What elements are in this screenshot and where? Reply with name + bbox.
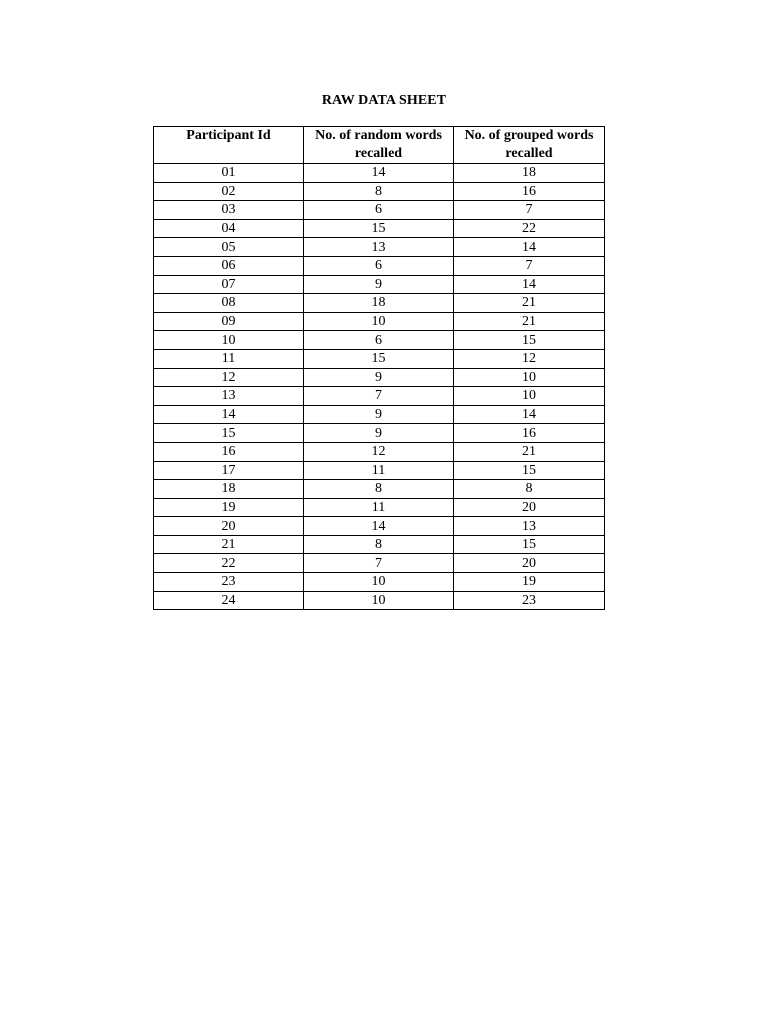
cell-grouped-words: 10 [454, 387, 605, 406]
table-row [154, 405, 605, 424]
cell-participant-id: 24 [154, 591, 304, 610]
cell-random-words: 14 [304, 164, 454, 183]
cell-grouped-words: 7 [454, 201, 605, 220]
cell-random-words: 11 [304, 498, 454, 517]
table-row [154, 182, 605, 201]
table-row [154, 238, 605, 257]
table-row [154, 498, 605, 517]
cell-random-words: 9 [304, 368, 454, 387]
cell-random-words: 15 [304, 349, 454, 368]
cell-grouped-words: 8 [454, 480, 605, 499]
cell-random-words: 9 [304, 275, 454, 294]
cell-random-words: 10 [304, 591, 454, 610]
cell-participant-id: 18 [154, 480, 304, 499]
cell-random-words: 13 [304, 238, 454, 257]
cell-participant-id: 12 [154, 368, 304, 387]
table-row [154, 591, 605, 610]
raw-data-table [153, 126, 605, 610]
cell-participant-id: 19 [154, 498, 304, 517]
cell-participant-id: 14 [154, 405, 304, 424]
cell-participant-id: 09 [154, 312, 304, 331]
cell-participant-id: 16 [154, 442, 304, 461]
cell-grouped-words: 14 [454, 238, 605, 257]
cell-grouped-words: 14 [454, 405, 605, 424]
cell-participant-id: 04 [154, 219, 304, 238]
cell-participant-id: 21 [154, 535, 304, 554]
cell-participant-id: 22 [154, 554, 304, 573]
cell-random-words: 15 [304, 219, 454, 238]
table-row [154, 461, 605, 480]
table-row [154, 219, 605, 238]
cell-participant-id: 10 [154, 331, 304, 350]
cell-participant-id: 02 [154, 182, 304, 201]
cell-grouped-words: 13 [454, 517, 605, 536]
cell-random-words: 8 [304, 480, 454, 499]
cell-random-words: 14 [304, 517, 454, 536]
cell-grouped-words: 21 [454, 294, 605, 313]
table-row [154, 387, 605, 406]
cell-grouped-words: 20 [454, 498, 605, 517]
table-row [154, 256, 605, 275]
cell-grouped-words: 14 [454, 275, 605, 294]
cell-participant-id: 01 [154, 164, 304, 183]
cell-participant-id: 08 [154, 294, 304, 313]
table-row [154, 573, 605, 592]
cell-grouped-words: 7 [454, 256, 605, 275]
cell-random-words: 8 [304, 182, 454, 201]
header-random-words: No. of random words recalled [304, 127, 454, 164]
cell-participant-id: 07 [154, 275, 304, 294]
cell-random-words: 7 [304, 554, 454, 573]
table-row [154, 294, 605, 313]
cell-grouped-words: 16 [454, 182, 605, 201]
table-row [154, 312, 605, 331]
cell-random-words: 18 [304, 294, 454, 313]
cell-grouped-words: 18 [454, 164, 605, 183]
cell-random-words: 7 [304, 387, 454, 406]
cell-participant-id: 23 [154, 573, 304, 592]
cell-grouped-words: 15 [454, 461, 605, 480]
cell-random-words: 11 [304, 461, 454, 480]
table-row [154, 424, 605, 443]
page-title: RAW DATA SHEET [321, 93, 447, 108]
table-header-row [154, 127, 605, 164]
cell-random-words: 9 [304, 424, 454, 443]
cell-grouped-words: 15 [454, 331, 605, 350]
table-row [154, 480, 605, 499]
cell-grouped-words: 21 [454, 442, 605, 461]
table-row [154, 201, 605, 220]
cell-grouped-words: 10 [454, 368, 605, 387]
table-body [154, 164, 605, 610]
header-grouped-words: No. of grouped words recalled [454, 127, 605, 164]
table-row [154, 517, 605, 536]
table-row [154, 275, 605, 294]
table-row [154, 442, 605, 461]
cell-grouped-words: 21 [454, 312, 605, 331]
cell-grouped-words: 16 [454, 424, 605, 443]
cell-random-words: 10 [304, 312, 454, 331]
cell-grouped-words: 20 [454, 554, 605, 573]
table-row [154, 331, 605, 350]
cell-participant-id: 11 [154, 349, 304, 368]
cell-random-words: 12 [304, 442, 454, 461]
cell-participant-id: 03 [154, 201, 304, 220]
cell-random-words: 6 [304, 331, 454, 350]
table-row [154, 368, 605, 387]
header-participant-id: Participant Id [154, 127, 304, 164]
cell-grouped-words: 15 [454, 535, 605, 554]
table-row [154, 554, 605, 573]
cell-participant-id: 13 [154, 387, 304, 406]
cell-participant-id: 17 [154, 461, 304, 480]
cell-participant-id: 15 [154, 424, 304, 443]
cell-random-words: 10 [304, 573, 454, 592]
cell-random-words: 6 [304, 201, 454, 220]
cell-grouped-words: 23 [454, 591, 605, 610]
cell-participant-id: 20 [154, 517, 304, 536]
cell-random-words: 9 [304, 405, 454, 424]
cell-random-words: 8 [304, 535, 454, 554]
cell-grouped-words: 22 [454, 219, 605, 238]
table-row [154, 349, 605, 368]
cell-random-words: 6 [304, 256, 454, 275]
cell-participant-id: 05 [154, 238, 304, 257]
table-row [154, 535, 605, 554]
cell-participant-id: 06 [154, 256, 304, 275]
cell-grouped-words: 19 [454, 573, 605, 592]
table-row [154, 164, 605, 183]
cell-grouped-words: 12 [454, 349, 605, 368]
